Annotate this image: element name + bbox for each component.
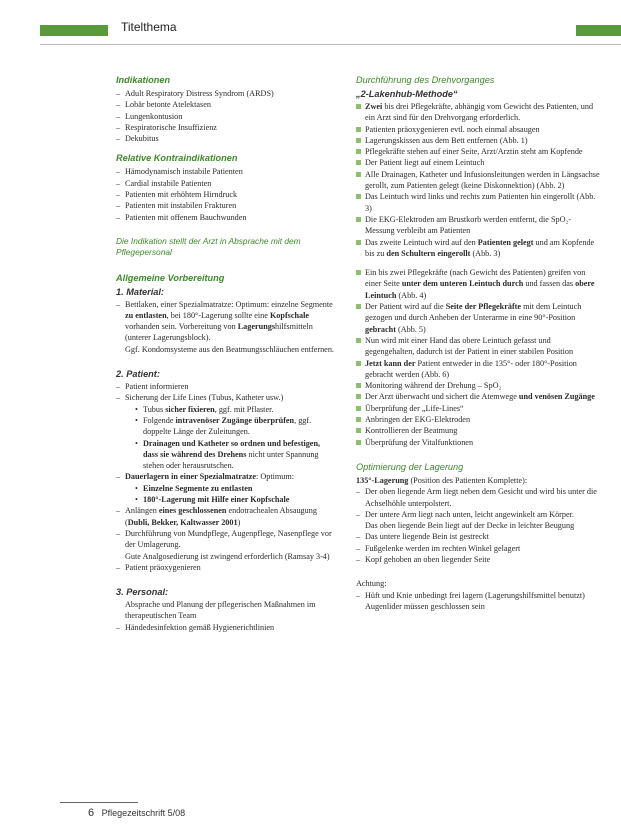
list-item: Alle Drainagen, Katheter und Infusionsleitungen werden in Längsachse gerollt, zum Patienten gelegt (keine Diskonnektion) (Abb. 2) xyxy=(356,169,600,192)
patient-list-end xyxy=(116,562,336,573)
secure-sublist xyxy=(125,404,336,472)
list-item: • Folgende intravenöser Zugänge überprüfen, ggf. doppelte Länge der Zuleitungen. xyxy=(125,415,336,438)
list-item: – Fußgelenke werden im rechten Winkel gelagert xyxy=(356,543,600,554)
list-item: Ein bis zwei Pflegekräfte (nach Gewicht des Patienten) greifen von einer Seite unter dem unteren Leintuch durch und fassen das obere Leintuch (Abb. 4) xyxy=(356,267,600,301)
list-item: – Sicherung der Life Lines (Tubus, Katheter usw.) • Tubus sicher fixieren, ggf. mit Pflaster. • Folgende intravenöser Zugänge überprüfen, ggf. doppelte Länge der Zuleitungen. • Drainagen und Katheter so ordnen und befestigen, dass sie während des Drehens nicht unter Spannung stehen oder herausrutschen. xyxy=(116,392,336,471)
left-column xyxy=(116,74,336,633)
list-item: Das Leintuch wird links und rechts zum Patienten hin eingerollt (Abb. 3) xyxy=(356,191,600,214)
staff-text: Absprache und Planung der pflegerischen Maßnahmen im therapeutischen Team xyxy=(125,600,316,621)
appendix-list xyxy=(356,590,600,601)
list-item: Zwei bis drei Pflegekräfte, abhängig vom Gewicht des Patienten, und ein Arzt sind für den Drehvorgang erforderlich. xyxy=(356,101,600,124)
optimization-list xyxy=(356,486,600,520)
list-item: Das zweite Leintuch wird auf den Patienten gelegt und am Kopfende bis zu den Schultern eingerollt (Abb. 3) xyxy=(356,237,600,260)
list-item: – Durchführung von Mundpflege, Augenpflege, Nasenpflege vor der Umlagerung. xyxy=(116,528,336,551)
list-item: • Einzelne Segmente zu entlasten xyxy=(125,483,336,494)
list-item: Patienten präoxygenieren evtl. noch einmal absaugen xyxy=(356,124,600,135)
list-item: Pflegekräfte stehen auf einer Seite, Arzt/Arztin steht am Kopfende xyxy=(356,146,600,157)
list-item: – Patient präoxygenieren xyxy=(116,562,336,573)
list-item: – Der untere Arm liegt nach unten, leicht angewinkelt am Körper. xyxy=(356,509,600,520)
staff-list xyxy=(116,622,336,633)
patient-heading: 2. Patient: xyxy=(116,369,160,380)
list-item: – Der oben liegende Arm liegt neben dem Gesicht und wird bis unter die Achselhöhle unterpolstert. xyxy=(356,486,600,509)
procedure-list-2 xyxy=(356,267,600,448)
list-item: Überprüfung der „Life-Lines“ xyxy=(356,403,600,414)
prep-heading: Allgemeine Vorbereitung xyxy=(116,272,225,283)
list-item: – Händedesinfektion gemäß Hygienerichtlinien xyxy=(116,622,336,633)
publication-name: Pflegezeitschrift 5/08 xyxy=(101,808,186,818)
header-accent-right xyxy=(576,25,621,36)
optimization-list-2 xyxy=(356,531,600,565)
right-column xyxy=(356,74,600,612)
list-item: – Lungenkontusion xyxy=(116,111,336,122)
patient-list xyxy=(116,381,336,550)
list-item: Lagerungskissen aus dem Bett entfernen (Abb. 1) xyxy=(356,135,600,146)
list-item: – Cardial instabile Patienten xyxy=(116,178,336,189)
indications-heading: Indikationen xyxy=(116,75,171,85)
list-item: – Patienten mit erhöhtem Hirndruck xyxy=(116,189,336,200)
list-item: – Hüft und Knie unbedingt frei lagern (Lagerungshilfsmittel benutzt) xyxy=(356,590,600,601)
list-item: • Drainagen und Katheter so ordnen und befestigen, dass sie während des Drehens nicht unter Spannung stehen oder herausrutschen. xyxy=(125,438,336,472)
footer-rule xyxy=(60,802,138,803)
appendix-extra: Augenlider müssen geschlossen sein xyxy=(365,601,485,611)
list-item: – Bettlaken, einer Spezialmatratze: Optimum: einzelne Segmente zu entlasten, bei 180°-Lagerung sollte eine Kopfschale vorhanden sein. Vorbereitung von Lagerungshilfsmitteln (unterer Lagerungsblock). xyxy=(116,299,336,344)
contraindications-list xyxy=(116,166,336,222)
indication-note: Die Indikation stellt der Arzt in Absprache mit dem Pflegepersonal xyxy=(116,235,301,258)
list-item: Nun wird mit einer Hand das obere Leintuch gefasst und gegengehalten, dadurch ist der Patient in einer stabilen Position xyxy=(356,335,600,358)
page-footer xyxy=(88,808,185,819)
list-item: – Anlängen eines geschlossenen endotrachealen Absaugung (Dubli, Bekker, Kaltwasser 2001) xyxy=(116,505,336,528)
list-item: – Kopf gehoben an oben liegender Seite xyxy=(356,554,600,565)
list-item: Überprüfung der Vitalfunktionen xyxy=(356,437,600,448)
procedure-subtitle: „2-Lakenhub-Methode“ xyxy=(356,89,458,99)
sedation-note: Gute Analgosedierung ist zwingend erforderlich (Ramsay 3-4) xyxy=(125,551,330,561)
list-item: • 180°-Lagerung mit Hilfe einer Kopfschale xyxy=(125,494,336,505)
list-item: – Respiratorische Insuffizienz xyxy=(116,122,336,133)
optimization-extra: Das oben liegende Bein liegt auf der Decke in leichter Beugung xyxy=(365,521,575,531)
appendix-heading: Achtung: xyxy=(356,579,387,589)
material-heading: 1. Material: xyxy=(116,286,164,297)
page-number: 6 xyxy=(88,807,95,819)
header-accent-left xyxy=(40,25,108,36)
list-item: – Dekubitus xyxy=(116,133,336,144)
list-item: – Lobär betonte Atelektasen xyxy=(116,99,336,110)
list-item: – Patient informieren xyxy=(116,381,336,392)
list-item: – Das untere liegende Bein ist gestreckt xyxy=(356,531,600,542)
section-title: Titelthema xyxy=(121,20,177,34)
list-item: • Tubus sicher fixieren, ggf. mit Pflaster. xyxy=(125,404,336,415)
material-list xyxy=(116,299,336,344)
list-item: Der Patient liegt auf einem Leintuch xyxy=(356,157,600,168)
list-item: Der Arzt überwacht und sichert die Atemwege und venösen Zugänge xyxy=(356,391,600,402)
optimization-heading: Optimierung der Lagerung xyxy=(356,461,464,472)
list-item: Die EKG-Elektroden am Brustkorb werden entfernt, die SpO₂-Messung verbleibt am Patienten xyxy=(356,214,600,237)
contraindications-heading: Relative Kontraindikationen xyxy=(116,153,238,164)
procedure-heading: Durchführung des Drehvorganges xyxy=(356,75,495,85)
optimization-lead: 135°-Lagerung (Position des Patienten Komplette): xyxy=(356,475,528,485)
indications-list xyxy=(116,88,336,144)
list-item: Anbringen der EKG-Elektroden xyxy=(356,414,600,425)
list-item: – Adult Respiratory Distress Syndrom (ARDS) xyxy=(116,88,336,99)
list-item: – Patienten mit offenem Bauchwunden xyxy=(116,212,336,223)
material-note: Ggf. Kondomsysteme aus den Beatmungsschläuchen entfernen. xyxy=(125,344,334,354)
list-item: – Hämodynamisch instabile Patienten xyxy=(116,166,336,177)
list-item: Jetzt kann der Patient entweder in die 135°- oder 180°-Position gebracht werden (Abb. 6) xyxy=(356,358,600,381)
cushion-sublist xyxy=(125,483,336,506)
list-item: Der Patient wird auf die Seite der Pflegekräfte mit dem Leintuch gezogen und durch Anheben der Unterarme in eine 90°-Position gebracht (Abb. 5) xyxy=(356,301,600,335)
list-item: – Patienten mit instabilen Frakturen xyxy=(116,200,336,211)
staff-heading: 3. Personal: xyxy=(116,587,169,598)
header-rule xyxy=(40,44,621,45)
procedure-list xyxy=(356,101,600,259)
list-item: – Dauerlagern in einer Spezialmatratze: Optimum: • Einzelne Segmente zu entlasten • 180°-Lagerung mit Hilfe einer Kopfschale xyxy=(116,471,336,505)
list-item: Monitoring während der Drehung – SpO₂ xyxy=(356,380,600,391)
list-item: Kontrollieren der Beatmung xyxy=(356,425,600,436)
